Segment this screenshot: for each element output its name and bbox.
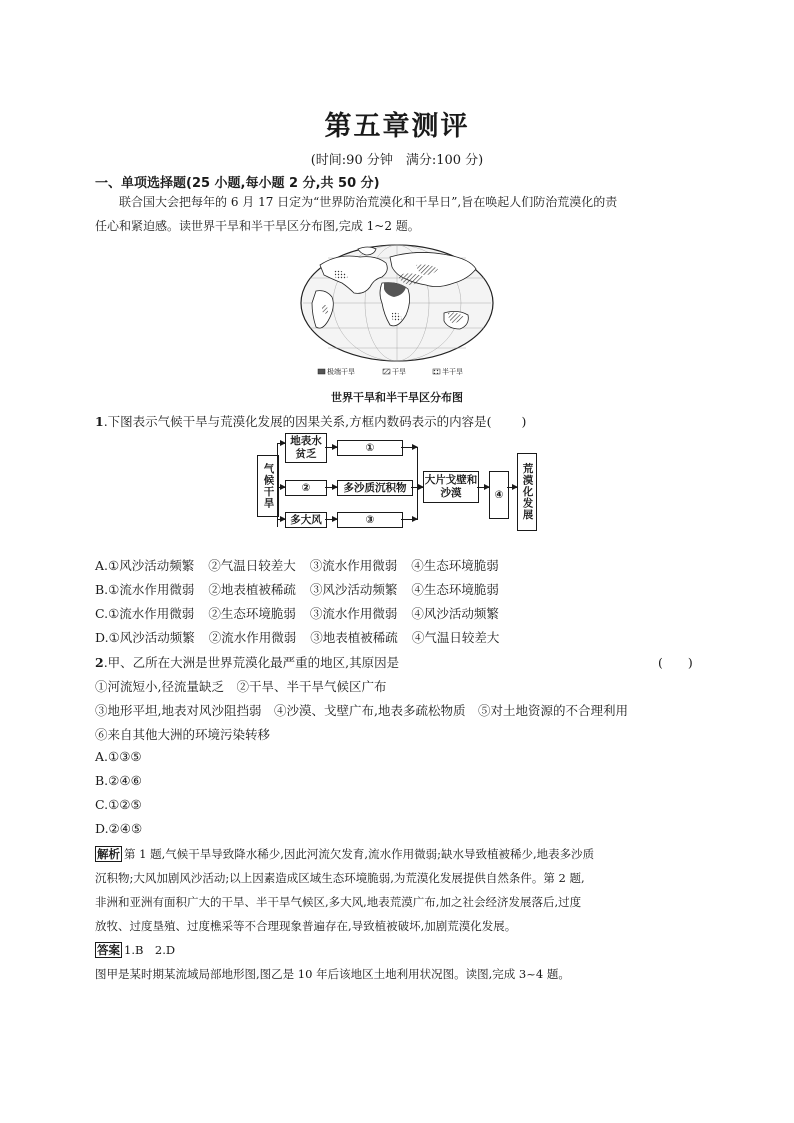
option-item: ④风沙活动频繁 — [411, 606, 499, 621]
diagram-box-2: ② — [285, 480, 327, 496]
diagram-arrow — [325, 447, 337, 448]
option-item: ④气温日较差大 — [411, 630, 500, 645]
option-item: ③流水作用微弱 — [309, 606, 398, 621]
option-item: ④生态环境脆弱 — [411, 558, 499, 573]
diagram-arrow — [277, 443, 285, 444]
diagram-arrow — [277, 487, 285, 488]
option-item: ③风沙活动频繁 — [309, 582, 398, 597]
diagram-box-1: ① — [337, 440, 403, 456]
analysis-line-3: 非洲和亚洲有面积广大的干旱、半干旱气候区,多大风,地表荒漠广布,加之社会经济发展落后,过度 — [95, 895, 582, 909]
q2-option-d[interactable]: D.②④⑤ — [95, 821, 143, 836]
q2-fact-line-2: ③地形平坦,地表对风沙阻挡弱 ④沙漠、戈壁广布,地表多疏松物质 ⑤对土地资源的不合理利用 — [95, 703, 628, 718]
question-1-number: 1 — [95, 414, 104, 429]
diagram-arrow — [325, 519, 337, 520]
q2-option-a[interactable]: A.①③⑤ — [95, 749, 142, 764]
diagram-box-3: ③ — [337, 512, 403, 528]
answer-tag: 答案 — [97, 943, 120, 957]
exam-meta: (时间:90 分钟 满分:100 分) — [310, 153, 484, 168]
next-question-intro: 图甲是某时期某流域局部地形图,图乙是 10 年后该地区土地利用状况图。读图,完成 3~4 题。 — [95, 967, 570, 981]
option-label: A. — [95, 558, 109, 573]
option-item: ①流水作用微弱 — [108, 582, 195, 597]
legend-extreme-arid: 极端干旱 — [327, 368, 355, 376]
option-label: D. — [95, 630, 109, 645]
q1-option-a[interactable] — [95, 556, 499, 574]
diagram-arrow — [411, 487, 423, 488]
legend-semi-arid: 半干旱 — [442, 368, 463, 376]
analysis-tag: 解析 — [97, 847, 120, 861]
diagram-box-4: ④ — [489, 471, 509, 519]
diagram-arrow — [401, 519, 417, 520]
legend-arid: 干旱 — [392, 368, 406, 376]
option-item: ②生态环境脆弱 — [208, 606, 296, 621]
option-label: C. — [95, 606, 109, 621]
option-item: ①风沙活动频繁 — [108, 630, 195, 645]
map-graphic — [298, 243, 496, 383]
analysis-text: 第 1 题,气候干旱导致降水稀少,因此河流欠发育,流水作用微弱;缺水导致植被稀少,地表多沙质 — [124, 847, 595, 861]
question-2-paren: ( ) — [658, 655, 693, 670]
diagram-arrow — [325, 487, 337, 488]
q1-option-b[interactable] — [95, 580, 499, 598]
q2-fact-line-3: ⑥来自其他大洲的环境污染转移 — [95, 727, 271, 742]
analysis-line-2: 沉积物;大风加剧风沙活动;以上因素造成区域生态环境脆弱,为荒漠化发展提供自然条件。第 2 题, — [95, 871, 585, 885]
diagram-wind: 多大风 — [285, 512, 327, 528]
option-item: ④生态环境脆弱 — [411, 582, 499, 597]
option-label: B. — [95, 582, 109, 597]
cause-effect-diagram — [257, 433, 547, 533]
diagram-arrow — [401, 447, 417, 448]
question-2 — [95, 653, 399, 671]
option-item: ②流水作用微弱 — [208, 630, 297, 645]
intro-line-2: 任心和紧迫感。读世界干旱和半干旱区分布图,完成 1~2 题。 — [95, 219, 420, 233]
option-item: ①流水作用微弱 — [108, 606, 195, 621]
diagram-arrow — [507, 487, 517, 488]
analysis-line-1 — [95, 842, 695, 866]
diagram-climate-drought: 气候干旱 — [257, 455, 279, 517]
option-item: ②气温日较差大 — [208, 558, 296, 573]
answer-text: 1.B 2.D — [124, 943, 176, 957]
option-item: ①风沙活动频繁 — [108, 558, 195, 573]
diagram-arrow — [477, 487, 489, 488]
q2-option-b[interactable]: B.②④⑥ — [95, 773, 142, 788]
q2-fact-line-1: ①河流短小,径流量缺乏 ②干旱、半干旱气候区广布 — [95, 679, 387, 694]
question-1-paren: ) — [521, 414, 527, 429]
intro-line-1: 联合国大会把每年的 6 月 17 日定为“世界防治荒漠化和干旱日”,旨在唤起人们防治荒漠化的责 — [119, 195, 618, 209]
diagram-gobi-desert: 大片戈壁和沙漠 — [423, 471, 479, 503]
option-item: ②地表植被稀疏 — [208, 582, 296, 597]
page-title: 第五章测评 — [324, 111, 470, 142]
diagram-branch-line — [277, 443, 278, 527]
q2-option-c[interactable]: C.①②⑤ — [95, 797, 142, 812]
q1-option-d[interactable] — [95, 628, 499, 646]
option-item: ③地表植被稀疏 — [310, 630, 398, 645]
diagram-sediment: 多沙质沉积物 — [337, 480, 413, 496]
diagram-desertification: 荒漠化发展 — [517, 453, 537, 531]
analysis-line-4: 放牧、过度垦殖、过度樵采等不合理现象普遍存在,导致植被破坏,加剧荒漠化发展。 — [95, 919, 517, 933]
diagram-arrow — [277, 519, 285, 520]
q1-option-c[interactable] — [95, 604, 499, 622]
world-arid-map — [298, 243, 496, 383]
question-1-text: .下图表示气候干旱与荒漠化发展的因果关系,方框内数码表示的内容是( — [103, 414, 492, 429]
option-item: ③流水作用微弱 — [309, 558, 398, 573]
question-2-text: .甲、乙所在大洲是世界荒漠化最严重的地区,其原因是 — [103, 655, 400, 670]
diagram-surface-water: 地表水贫乏 — [285, 433, 327, 463]
map-caption: 世界干旱和半干旱区分布图 — [331, 391, 463, 404]
question-2-number: 2 — [95, 655, 104, 670]
answer-line — [95, 938, 695, 962]
section-heading: 一、单项选择题(25 小题,每小题 2 分,共 50 分) — [95, 176, 380, 191]
question-1 — [95, 412, 526, 430]
